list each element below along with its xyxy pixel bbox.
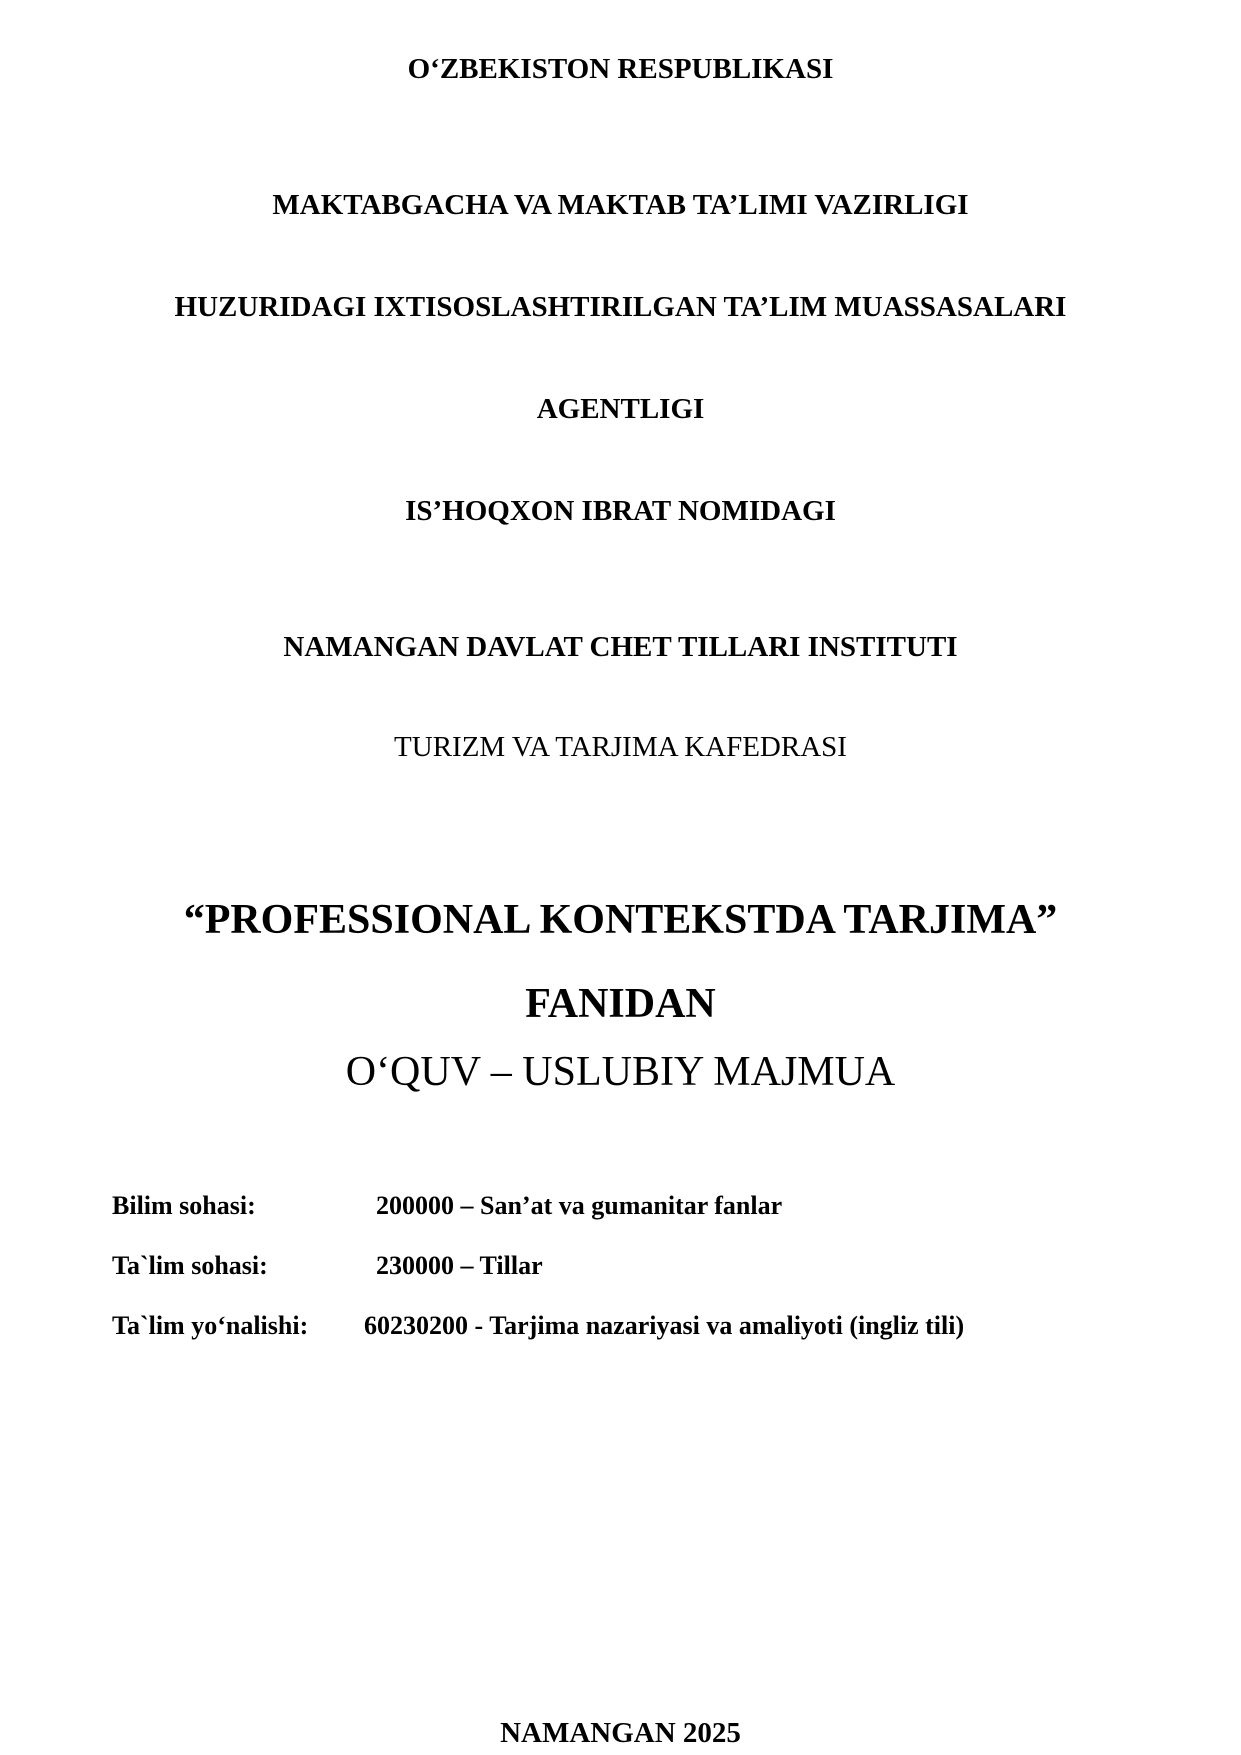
detail-label: Ta`lim sohasi: [112, 1251, 268, 1280]
country-heading: O‘ZBEKISTON RESPUBLIKASI [407, 53, 834, 85]
ministry-line: HUZURIDAGI IXTISOSLASHTIRILGAN TA’LIM MUASSASALARI [174, 291, 1067, 323]
detail-label: Ta`lim yo‘nalishi: [112, 1311, 309, 1340]
department-heading: TURIZM VA TARJIMA KAFEDRASI [394, 731, 847, 763]
detail-label: Bilim sohasi: [112, 1191, 256, 1220]
detail-row [0, 1188, 1241, 1224]
ministry-heading [0, 120, 1241, 596]
ministry-line: IS’HOQXON IBRAT NOMIDAGI [405, 495, 836, 527]
doc-title-subject: FANIDAN [525, 981, 716, 1027]
detail-value: 60230200 - Tarjima nazariyasi va amaliyoti (ingliz tili) [364, 1311, 965, 1340]
detail-value: 230000 – Tillar [376, 1251, 543, 1280]
ministry-line: MAKTABGACHA VA MAKTAB TA’LIMI VAZIRLIGI [272, 189, 969, 221]
institute-heading: NAMANGAN DAVLAT CHET TILLARI INSTITUTI [283, 631, 958, 663]
detail-row [0, 1308, 1241, 1344]
ministry-line: AGENTLIGI [536, 393, 705, 425]
details-section [0, 1188, 1241, 1344]
detail-row [0, 1248, 1241, 1284]
footer-city-year: NAMANGAN 2025 [500, 1717, 741, 1749]
detail-value: 200000 – San’at va gumanitar fanlar [376, 1191, 783, 1220]
doc-type: O‘QUV – USLUBIY MAJMUA [345, 1049, 896, 1095]
doc-title: “PROFESSIONAL KONTEKSTDA TARJIMA” [183, 897, 1058, 943]
